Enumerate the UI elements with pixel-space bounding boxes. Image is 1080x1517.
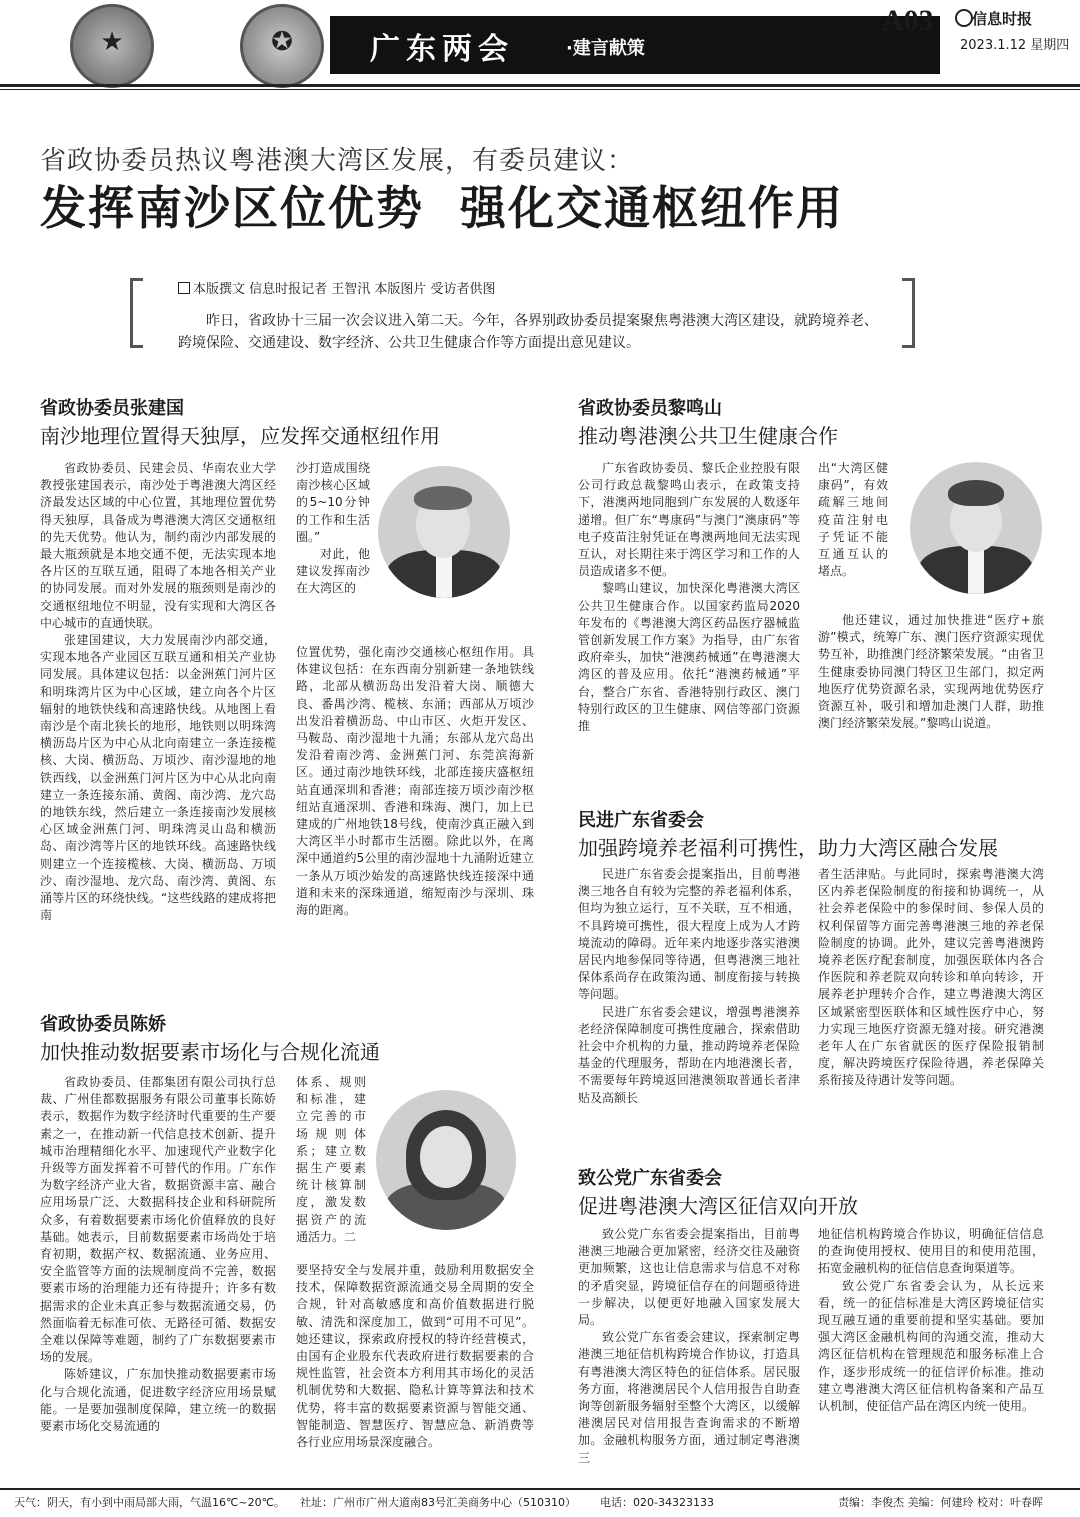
photo-chen [376,1090,516,1230]
paragraph: 张建国建议，大力发展南沙内部交通，实现本地各产业园区互联互通和相关产业协同发展。具体建议包括：以金洲蕉门河片区和明珠湾片区为中心区域，建立向各个片区辐射的地铁快线和高速路快线。从地图上看南沙是个南北狭长的地形，地铁则以明珠湾横沥岛片区为中心从北向南建立一条连接榄核、大岗、横沥岛、万顷沙、南沙湿地的地铁西线，以金洲蕉门河片区为中心从北向南建立一条连接东涌、黄阁、南沙湾、龙穴岛的地铁东线，然后建立一条连接南沙发展核心区域金洲蕉门河、明珠湾灵山岛和横沥岛、南沙湾等片区的地铁环线。高速路快线则建立一个连接榄核、大岗、横沥岛、万顷沙、南沙湿地、龙穴岛、南沙湾、黄阁、东涌等片区的环绕快线。“这些线路的建成将把南 [40,633,276,923]
section-subtitle: ·建言献策 [566,38,645,59]
paragraph: 致公党广东省委会认为，从长远来看，统一的征信标准是大湾区跨境征信实现互融互通的重要前提和坚实基础。要加强大湾区金融机构间的沟通交流，推动大湾区征信机构在管理规范和服务标准上合作，逐步形成统一的征信评价标准。推动建立粤港澳大湾区征信机构备案和产品互认机制，使征信产品在湾区内统一使用。 [818,1278,1044,1414]
paragraph: 要坚持安全与发展并重，鼓励利用数据安全技术，保障数据资源流通交易全周期的安全合规，针对高敏感度和高价值数据进行脱敏、清洗和深度加工，做到“可用不可见”。她还建议，探索政府授权的特许经营模式，由国有企业股东代表政府进行数据要素的合规性监管，社会资本方利用其市场化的灵活机制优势和大数据、隐私计算等算法和技术优势，将丰富的数据要素资源与智能交通、智能制造、智慧医疗、智慧应急、新消费等各行业应用场景深度融合。 [296,1263,534,1450]
article-li-col2 [818,612,1044,732]
paragraph: 民进广东省委会建议，增强粤港澳养老经济保障制度可携性度融合，探索借助社会中介机构的力量，推动跨境养老保险基金的代理服务，帮助在内地港澳长者，不需要每年跨境返回港澳领取普通长者津贴及高额长 [578,1004,800,1105]
article-chen-topic: 加快推动数据要素市场化与合规化流通 [40,1040,380,1064]
article-minjin-topic: 加强跨境养老福利可携性，助力大湾区融合发展 [578,836,998,860]
masthead-rule [0,84,1080,87]
paragraph: 对此，他建议发挥南沙在大湾区的 [296,547,370,596]
article-li-col2-side [818,460,888,580]
paper-logo-icon [955,9,973,27]
intro-bracket-right [902,278,915,348]
photo-li [910,462,1042,594]
intro-bracket-left [130,278,143,348]
article-zhang-col2 [296,644,534,919]
paragraph: 省政协委员、民建会员、华南农业大学教授张建国表示，南沙处于粤港澳大湾区经济最发达区域的中心位置，其地理位置优势得天独厚，具备成为粤港澳大湾区交通枢纽的先天优势。他认为，制约南沙内部发展的最大瓶颈就是本地交通不便，无法实现本地各片区的互联互通，阻碍了本地各相关产业的协同发展。而对外发展的瓶颈则是南沙的交通枢纽地位不明显，没有实现和大湾区各中心城市的直通快联。 [40,461,276,630]
article-zhang-name: 省政协委员张建国 [40,398,184,419]
footer-phone: 电话：020-34323133 [600,1496,714,1509]
footer-editors: 责编：李俊杰 美编：何建玲 校对：叶春晖 [838,1496,1043,1509]
photo-zhang [378,466,510,598]
headline-title: 发挥南沙区位优势 强化交通枢纽作用 [40,181,845,235]
masthead-rule-thin [0,89,1080,90]
article-chen-col2 [296,1262,534,1451]
paragraph: 陈娇建议，广东加快推动数据要素市场化与合规化流通，促进数字经济应用场景赋能。一是要加强制度保障，建立统一的数据要素市场化交易流通的 [40,1367,276,1434]
byline-text: 本版撰文 信息时报记者 王智汛 本版图片 受访者供图 [193,282,496,297]
paragraph: 出“大湾区健康码”，有效疏解三地间疫苗注射电子凭证不能互通互认的堵点。 [818,461,888,579]
headline-kicker: 省政协委员热议粤港澳大湾区发展，有委员建议： [40,146,635,176]
article-li-col1 [578,460,800,735]
paragraph: 广东省政协委员、黎氏企业控股有限公司行政总裁黎鸣山表示，在政策支持下，港澳两地同胞到广东发展的人数逐年递增。但广东“粤康码”与澳门“澳康码”等电子疫苗注射凭证在粤澳两地间无法实现互认，对长期往来于湾区学习和工作的人员造成诸多不便。 [578,461,800,579]
article-zhang-col1 [40,460,276,924]
article-minjin-col1 [578,866,800,1107]
paragraph: 致公党广东省委会提案指出，目前粤港澳三地融合更加紧密，经济交往及融资更加频繁，这也让信息需求与信息不对称的矛盾突显，跨境征信存在的问题亟待进一步解决，以便更好地融入国家发展大局。 [578,1227,800,1328]
article-minjin-name: 民进广东省委会 [578,810,704,831]
footer-address: 社址：广州市广州大道南83号汇美商务中心（510310） [300,1496,576,1509]
cppcc-emblem-icon: ✪ [240,4,324,88]
issue-date: 2023.1.12 星期四 [960,38,1070,53]
byline-box-icon [178,282,190,294]
article-zhigong-topic: 促进粤港澳大湾区征信双向开放 [578,1194,858,1218]
article-zhigong-col1 [578,1226,800,1467]
paragraph: 者生活津贴。与此同时，探索粤港澳大湾区内养老保险制度的衔接和协调统一，从社会养老保险中的参保时间、参保人员的权利保留等方面完善粤港澳三地的养老保险制度的协调。此外，建议完善粤港澳跨境养老医疗配套制度，加强医联体内各合作医院和养老院双向转诊和单向转诊，开展养老护理转介合作，建立粤港澳大湾区区域紧密型医联体和区域性医疗中心，努力实现三地医疗资源无缝对接。研究港澳老年人在广东省就医的医疗保险报销制度，解决跨境医疗保险待遇，养老保障关系衔接及待遇计发等问题。 [818,867,1044,1088]
paragraph: 黎鸣山建议，加快深化粤港澳大湾区公共卫生健康合作。以国家药监局2020年发布的《粤港澳大湾区药品医疗器械监管创新发展工作方案》为指导，由广东省政府牵头，加快“港澳药械通”在粤港澳大湾区的普及应用。依托“港澳药械通”平台，整合广东省、香港特别行政区、澳门特别行政区的卫生健康、网信等部门资源推 [578,581,800,734]
byline [178,278,496,297]
article-minjin-col2 [818,866,1044,1090]
article-zhang-col2-side [296,460,370,598]
intro-lead: 昨日，省政协十三届一次会议进入第二天。今年，各界别政协委员提案聚焦粤港澳大湾区建设，就跨境养老、跨境保险、交通建设、数字经济、公共卫生健康合作等方面提出意见建议。 [178,313,878,351]
article-li-name: 省政协委员黎鸣山 [578,398,722,419]
paragraph: 致公党广东省委会建议，探索制定粤港澳三地征信机构跨境合作协议，打造具有粤港澳大湾区特色的征信体系。居民服务方面，将港澳居民个人信用报告自助查询等创新服务辐射至整个大湾区，以缓解港澳居民对信用报告查询需求的不断增加。金融机构服务方面，通过制定粤港澳三 [578,1330,800,1465]
paper-name: 信息时报 [972,10,1033,28]
paragraph: 他还建议，通过加快推进“医疗+旅游”模式，统筹广东、澳门医疗资源实现优势互补，助推澳门经济繁荣发展。“由省卫生健康委协同澳门特区卫生部门，拟定两地医疗优势资源名录，实现两地优势医疗资源互补，吸引和增加赴澳门人群，助推澳门经济繁荣发展。”黎鸣山说道。 [818,613,1044,731]
paragraph: 位置优势，强化南沙交通核心枢纽作用。具体建议包括：在东西南分别新建一条地铁线路，北部从横沥岛出发沿着大岗、顺德大良、番禺沙湾、榄核、东涌；西部从万顷沙出发沿着横沥岛、中山市区、火炬开发区、马鞍岛、南沙湿地十九涌；东部从龙穴岛出发沿着南沙湾、金洲蕉门河、东莞滨海新区。通过南沙地铁环线，北部连接庆盛枢纽站直通深圳和香港；南部连接万顷沙南沙枢纽站直通深圳、香港和珠海、澳门，加上已建成的广州地铁18号线，使南沙真正融入到大湾区半小时都市生活圈。除此以外，在离深中通道约5公里的南沙湿地十九涌附近建立一条从万顷沙始发的高速路快线连接深中通道和未来的深珠通道，缩短南沙与深圳、珠海的距离。 [296,645,534,918]
article-zhang-topic: 南沙地理位置得天独厚，应发挥交通枢纽作用 [40,424,440,448]
article-zhigong-name: 致公党广东省委会 [578,1168,722,1189]
paragraph: 地征信机构跨境合作协议，明确征信信息的查询使用授权、使用目的和使用范围，拓宽金融机构的征信信息查询渠道等。 [818,1227,1044,1276]
page-number: A03 [882,4,934,37]
paragraph: 沙打造成围绕南沙核心区域的5~10分钟的工作和生活圈。” [296,461,370,544]
paragraph: 民进广东省委会提案指出，目前粤港澳三地各自有较为完整的养老福利体系，但均为独立运行，互不关联，互不相通，不具跨境可携性，很大程度上成为人才跨境流动的障碍。近年来内地逐步落实港澳居民内地参保同等待遇，但粤港澳三地社保体系尚存在政策沟通、制度衔接与转换等问题。 [578,867,800,1002]
footer-rule [0,1488,1080,1490]
paragraph: 体系、规则和标准，建立完善的市场规则体系；建立数据生产要素统计核算制度，激发数据资产的流通活力。二 [296,1075,366,1244]
section-title: 广东两会 [370,32,514,67]
article-chen-col1 [40,1074,276,1435]
article-chen-name: 省政协委员陈娇 [40,1014,166,1035]
article-chen-col2-side [296,1074,366,1246]
article-li-topic: 推动粤港澳公共卫生健康合作 [578,424,838,448]
footer-weather: 天气：阴天，有小到中雨局部大雨，气温16℃~20℃。 [14,1496,285,1509]
paragraph: 省政协委员、佳都集团有限公司执行总裁、广州佳都数据服务有限公司董事长陈娇表示，数据作为数字经济时代重要的生产要素之一，在推动新一代信息技术创新、提升城市治理精细化水平、加速现代产业数字化升级等方面发挥着不可替代的作用。广东作为数字经济产业大省，数据资源丰富、融合应用场景广泛、大数据科技企业和科研院所众多，有着数据要素市场化价值释放的良好基础。她表示，目前数据要素市场尚处于培育初期，数据产权、数据流通、业务应用、安全监管等方面的法规制度尚不完善，数据要素市场的治理能力还有待提升；许多有数据需求的企业未真正参与数据流通交易，仍然面临着无标准可依、无路径可循、数据安全难以保障等难题，制约了广东数据要素市场的发展。 [40,1075,276,1365]
article-zhigong-col2 [818,1226,1044,1415]
national-emblem-icon: ★ [70,4,154,88]
